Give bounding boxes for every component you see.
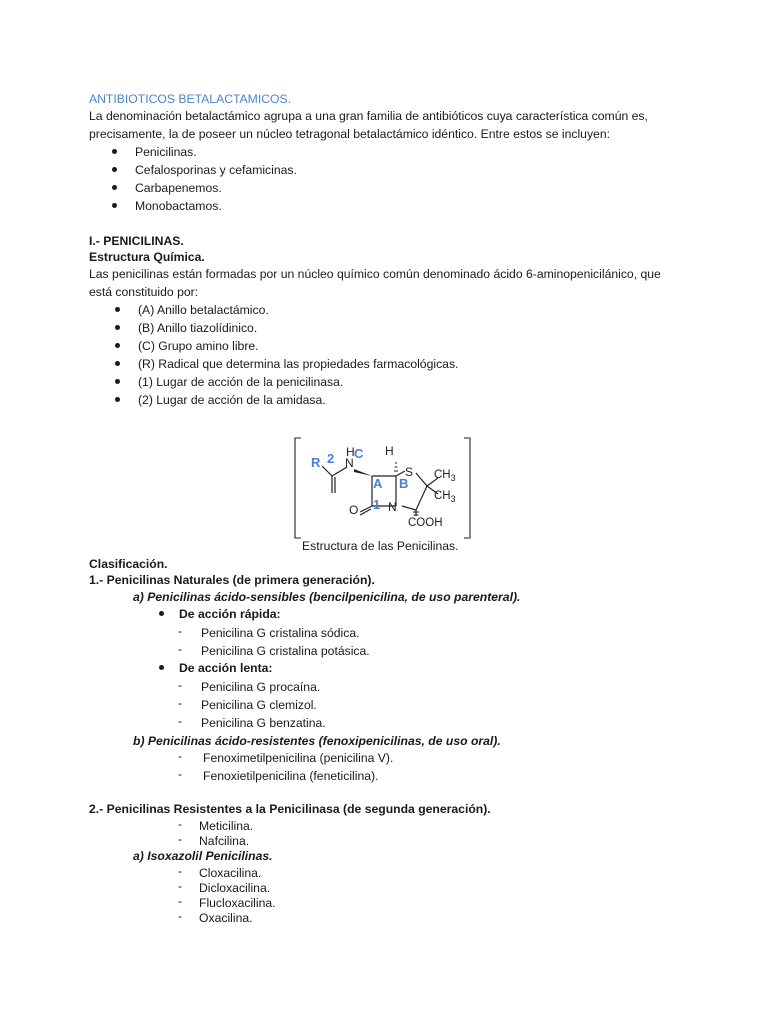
structure-text-2: está constituido por: bbox=[89, 285, 199, 299]
intro-line-2: precisamente, la de poseer un núcleo tetragonal betalactámico idéntico. Entre estos se incluyen: bbox=[89, 127, 610, 141]
group-1b-title: b) Penicilinas ácido-resistentes (fenoxipenicilinas, de uso oral). bbox=[133, 734, 501, 748]
label-ch3-b: $CH_3$ bbox=[434, 490, 456, 504]
label-r: R bbox=[311, 455, 321, 470]
classification-title: Clasificación. bbox=[89, 557, 168, 571]
list-item: Nafcilina. bbox=[199, 834, 250, 848]
label-2: 2 bbox=[327, 451, 335, 466]
bullet-icon bbox=[112, 203, 117, 208]
list-item: Penicilina G benzatina. bbox=[201, 716, 326, 730]
list-item: Meticilina. bbox=[199, 819, 254, 833]
bullet-icon bbox=[112, 167, 117, 172]
list-item: Flucloxacilina. bbox=[199, 896, 276, 910]
bullet-icon bbox=[115, 325, 120, 330]
dash-icon: - bbox=[178, 624, 183, 638]
label-h-amine: H bbox=[346, 445, 355, 459]
dash-icon: - bbox=[178, 832, 183, 846]
list-item: Penicilina G clemizol. bbox=[201, 698, 317, 712]
bullet-icon bbox=[115, 379, 120, 384]
list-item: Carbapenemos. bbox=[135, 181, 222, 195]
structure-text-1: Las penicilinas están formadas por un núcleo químico común denominado ácido 6-aminopenicilánico, que bbox=[89, 267, 661, 281]
group-2a-title: a) Isoxazolil Penicilinas. bbox=[133, 849, 273, 863]
dash-icon: - bbox=[178, 909, 183, 923]
label-s: S bbox=[405, 465, 414, 479]
bullet-icon bbox=[112, 149, 117, 154]
dash-icon: - bbox=[178, 894, 183, 908]
list-item: (A) Anillo betalactámico. bbox=[138, 303, 269, 317]
list-item: Monobactamos. bbox=[135, 199, 222, 213]
bullet-icon bbox=[159, 665, 164, 670]
label-n-amine: N bbox=[345, 456, 354, 470]
figure-caption: Estructura de las Penicilinas. bbox=[302, 539, 459, 553]
dash-icon: - bbox=[178, 864, 183, 878]
section-title: I.- PENICILINAS. bbox=[89, 234, 184, 248]
list-item: (2) Lugar de acción de la amidasa. bbox=[138, 393, 326, 407]
right-bracket bbox=[464, 438, 470, 538]
label-o: O bbox=[349, 503, 359, 517]
list-item: Penicilinas. bbox=[135, 145, 197, 159]
list-item: Cloxacilina. bbox=[199, 866, 262, 880]
penicillin-structure-diagram bbox=[292, 436, 472, 540]
label-cooh: COOH bbox=[408, 517, 443, 529]
list-item: Penicilina G procaína. bbox=[201, 680, 321, 694]
dash-icon: - bbox=[178, 749, 183, 763]
bullet-icon bbox=[115, 361, 120, 366]
label-c: C bbox=[354, 446, 364, 461]
dash-icon: - bbox=[178, 696, 183, 710]
left-bracket bbox=[295, 438, 301, 538]
section-subtitle: Estructura Química. bbox=[89, 250, 205, 264]
bullet-icon bbox=[115, 397, 120, 402]
slow-action-title: De acción lenta: bbox=[179, 661, 273, 675]
bullet-icon bbox=[115, 343, 120, 348]
group-1a-title: a) Penicilinas ácido-sensibles (bencilpenicilina, de uso parenteral). bbox=[133, 590, 521, 604]
dash-icon: - bbox=[178, 817, 183, 831]
dash-icon: - bbox=[178, 678, 183, 692]
list-item: Penicilina G cristalina potásica. bbox=[201, 644, 370, 658]
dash-icon: - bbox=[178, 767, 183, 781]
list-item: Oxacilina. bbox=[199, 911, 253, 925]
list-item: Cefalosporinas y cefamicinas. bbox=[135, 163, 297, 177]
dash-icon: - bbox=[178, 879, 183, 893]
list-item: (1) Lugar de acción de la penicilinasa. bbox=[138, 375, 344, 389]
label-n-ring: N bbox=[388, 500, 397, 514]
list-item: Fenoxietilpenicilina (feneticilina). bbox=[203, 769, 379, 783]
label-h-top: H bbox=[385, 444, 394, 458]
list-item: (C) Grupo amino libre. bbox=[138, 339, 259, 353]
bullet-icon bbox=[112, 185, 117, 190]
label-ch3-a: $CH_3$ bbox=[434, 469, 456, 483]
group-1-title: 1.- Penicilinas Naturales (de primera generación). bbox=[89, 573, 375, 587]
dash-icon: - bbox=[178, 714, 183, 728]
list-item: Penicilina G cristalina sódica. bbox=[201, 626, 360, 640]
label-a: A bbox=[373, 476, 383, 491]
group-2-title: 2.- Penicilinas Resistentes a la Penicilinasa (de segunda generación). bbox=[89, 802, 491, 816]
intro-line-1: La denominación betalactámico agrupa a una gran familia de antibióticos cuya característica común es, bbox=[89, 109, 648, 123]
list-item: (B) Anillo tiazolídinico. bbox=[138, 321, 258, 335]
dash-icon: - bbox=[178, 642, 183, 656]
label-b: B bbox=[399, 476, 409, 491]
list-item: Fenoximetilpenicilina (penicilina V). bbox=[203, 751, 394, 765]
document-heading: ANTIBIOTICOS BETALACTAMICOS. bbox=[89, 92, 292, 106]
label-1: 1 bbox=[373, 497, 381, 512]
fast-action-title: De acción rápida: bbox=[179, 607, 281, 621]
bullet-icon bbox=[115, 307, 120, 312]
list-item: Dicloxacilina. bbox=[199, 881, 271, 895]
list-item: (R) Radical que determina las propiedades farmacológicas. bbox=[138, 357, 459, 371]
wedge-bond bbox=[354, 469, 372, 476]
bullet-icon bbox=[159, 611, 164, 616]
